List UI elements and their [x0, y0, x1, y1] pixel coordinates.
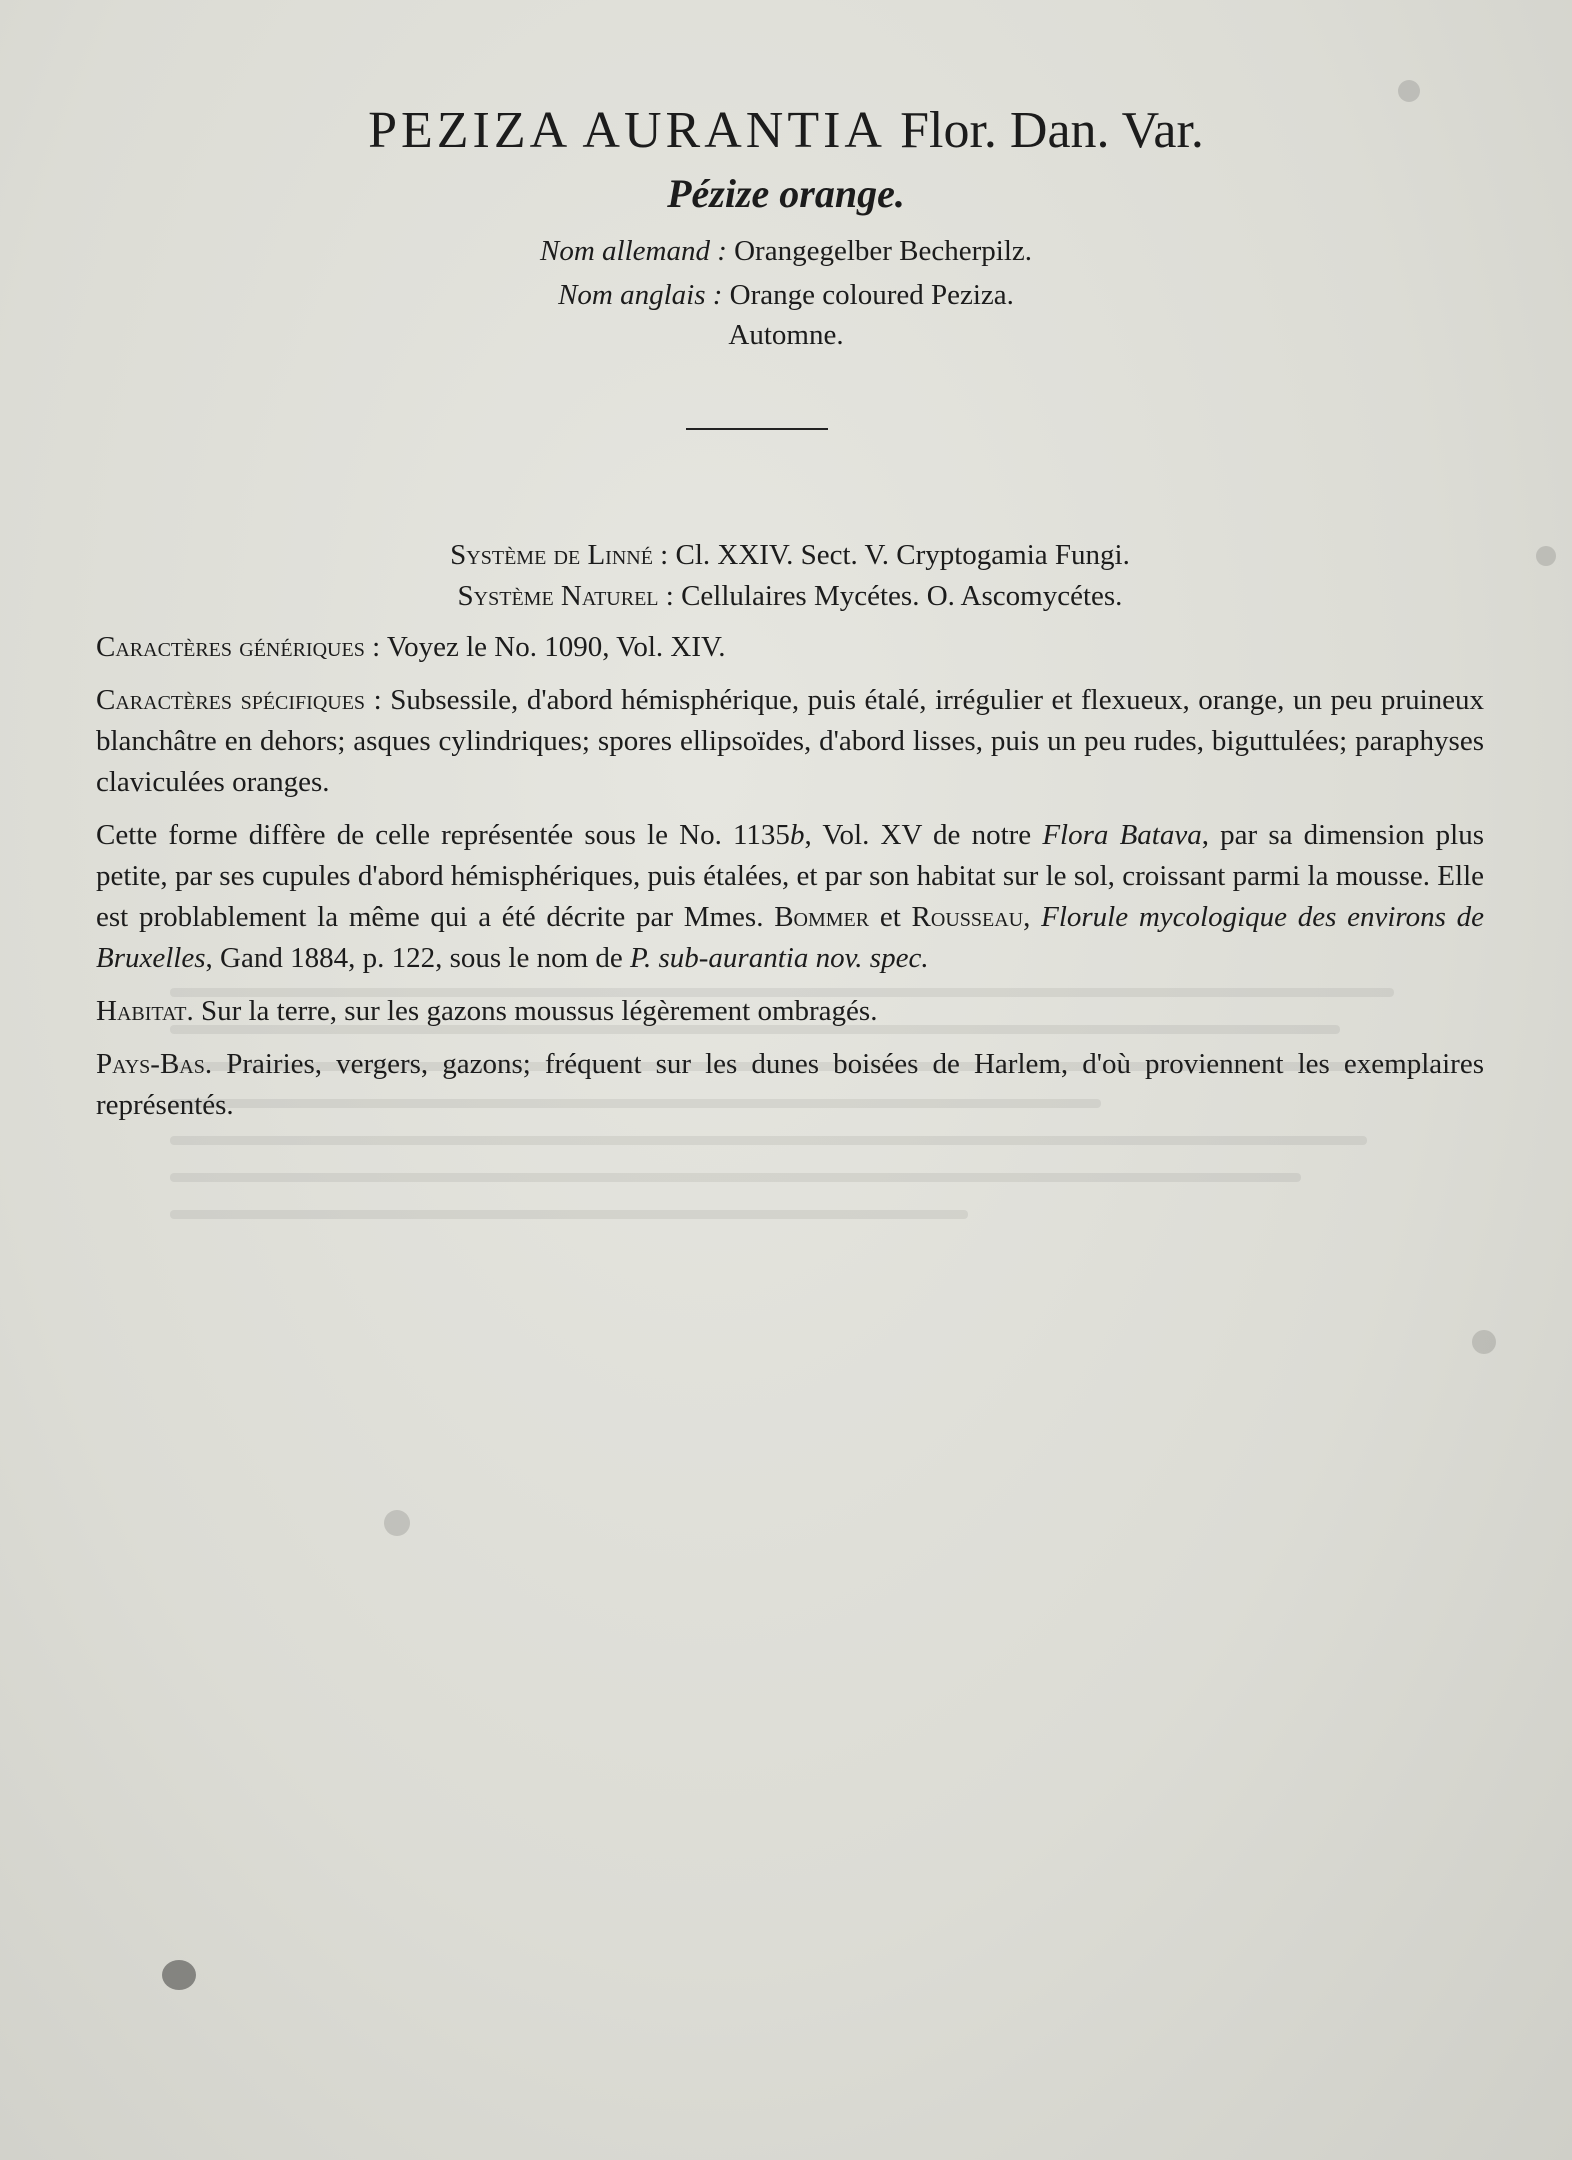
- paper-stain: [1398, 80, 1420, 102]
- form-text-2: , Vol. XV de notre: [804, 819, 1032, 851]
- header: [0, 100, 1572, 430]
- habitat-label: Habitat.: [96, 995, 194, 1027]
- species-name: P. sub-aurantia nov. spec.: [630, 942, 929, 974]
- specific-label: Caractères spécifiques :: [96, 684, 382, 716]
- author-rousseau: Rousseau: [911, 901, 1024, 933]
- german-label: Nom allemand :: [539, 235, 727, 268]
- florule-title: Florule mycologique des environs de Bruxelles: [96, 901, 1485, 974]
- german-name-line: [0, 229, 1572, 273]
- paper-stain: [1536, 546, 1556, 566]
- specific-text: Subsessile, d'abord hémisphérique, puis étalé, irrégulier et flexueux, orange, un peu pruineux blanchâtre en dehors; asques cylindriques; spores ellipsoïdes, d'abord lisses, puis un peu rudes, biguttulées; paraphyses claviculées oranges.: [96, 684, 1484, 798]
- form-et: et: [879, 901, 901, 933]
- naturel-text: Cellulaires Mycétes. O. Ascomycétes.: [681, 580, 1123, 612]
- form-b: b: [789, 819, 805, 851]
- form-comma: ,: [1023, 901, 1031, 933]
- form-description: [96, 815, 1484, 979]
- common-names: [0, 229, 1572, 317]
- linne-line: [96, 535, 1484, 576]
- paper-stain: [384, 1510, 410, 1536]
- pays-bas-label: Pays-Bas.: [96, 1048, 213, 1080]
- form-text-1: Cette forme diffère de celle représentée sous le No. 1135: [96, 819, 790, 851]
- paper-stain: [162, 1960, 196, 1990]
- pays-bas: [96, 1044, 1484, 1126]
- naturel-line: [96, 576, 1484, 617]
- linne-label: Système de Linné :: [450, 539, 669, 571]
- linne-text: Cl. XXIV. Sect. V. Cryptogamia Fungi.: [675, 539, 1130, 571]
- english-name: Orange coloured Peziza.: [729, 279, 1014, 312]
- form-text-3: , par sa dimension plus petite, par ses cupules d'abord hémisphériques, puis étalées, et par son habitat sur le sol, croissant parmi la mousse. Elle est problablement la même qui a été décrite par Mmes.: [96, 819, 1484, 933]
- page-title: [0, 100, 1572, 162]
- german-name: Orangegelber Becherpilz.: [734, 235, 1033, 268]
- flora-batava: Flora Batava: [1042, 819, 1202, 851]
- generic-label: Caractères génériques :: [96, 631, 381, 663]
- main-text: [96, 535, 1484, 1138]
- english-label: Nom anglais :: [558, 279, 723, 312]
- generic-characters: [96, 627, 1484, 668]
- author-bommer: Bommer: [774, 901, 870, 933]
- pays-bas-text: Prairies, vergers, gazons; fréquent sur les dunes boisées de Harlem, d'où proviennent les exemplaires représentés.: [96, 1048, 1484, 1121]
- divider-rule: [686, 428, 828, 430]
- generic-text: Voyez le No. 1090, Vol. XIV.: [386, 631, 726, 663]
- title-authority: Flor. Dan. Var.: [900, 102, 1204, 159]
- english-name-line: [0, 273, 1572, 317]
- form-text-4: , Gand 1884, p. 122, sous le nom de: [205, 942, 623, 974]
- season: Automne.: [728, 319, 844, 352]
- habitat: [96, 991, 1484, 1032]
- habitat-text: Sur la terre, sur les gazons moussus légèrement ombragés.: [200, 995, 878, 1027]
- naturel-label: Système Naturel :: [457, 580, 674, 612]
- title-genus-species: PEZIZA AURANTIA: [368, 102, 884, 159]
- french-name: Pézize orange.: [667, 171, 905, 217]
- specific-characters: [96, 680, 1484, 803]
